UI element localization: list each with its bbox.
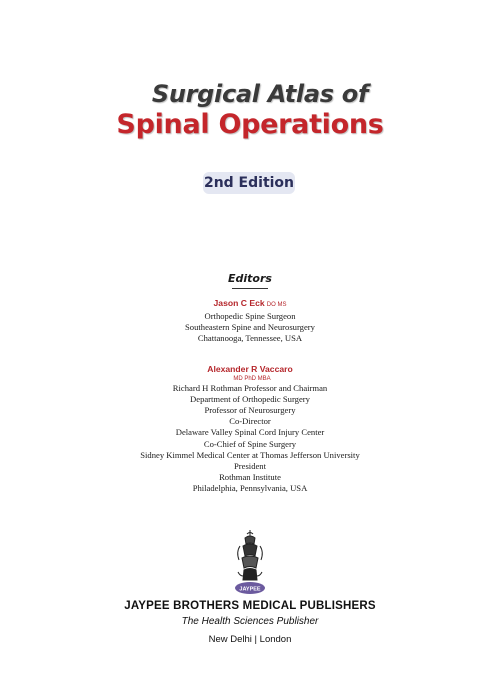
- editor-degrees: DO MS: [266, 302, 287, 308]
- editor-alexander-vaccaro: [0, 364, 500, 494]
- logo-label: JAYPEE: [239, 586, 261, 593]
- publisher-name: JAYPEE BROTHERS MEDICAL PUBLISHERS: [124, 600, 376, 612]
- book-title-line2: Spinal Operations: [116, 109, 384, 140]
- editor-name: Jason C Eck: [213, 298, 265, 308]
- publisher-cities: New Delhi | London: [208, 634, 292, 645]
- editor-affiliation: Professor of Neurosurgery: [204, 405, 296, 416]
- editor-affiliation: Philadelphia, Pennsylvania, USA: [192, 482, 308, 493]
- editor-affiliation: Co-Chief of Spine Surgery: [203, 438, 297, 449]
- edition-badge: 2nd Edition: [203, 172, 295, 194]
- editor-jason-eck: [0, 298, 500, 344]
- editors-underline: [232, 288, 268, 289]
- book-title-line1: Surgical Atlas of: [151, 80, 369, 108]
- editor-affiliation: Chattanooga, Tennessee, USA: [197, 333, 303, 344]
- publisher-tagline: The Health Sciences Publisher: [181, 616, 319, 627]
- editor-name: Alexander R Vaccaro: [207, 364, 293, 374]
- editor-affiliation: President: [234, 460, 266, 471]
- editor-affiliation: Richard H Rothman Professor and Chairman: [172, 383, 328, 394]
- editor-affiliation: Southeastern Spine and Neurosurgery: [185, 322, 315, 333]
- editor-degrees: MD PhD MBA: [233, 376, 271, 383]
- editor-name-line: [0, 298, 500, 311]
- editor-affiliation: Rothman Institute: [219, 471, 281, 482]
- editor-affiliation: Orthopedic Spine Surgeon: [204, 311, 296, 322]
- editor-affiliation: Sidney Kimmel Medical Center at Thomas Jefferson University: [140, 449, 360, 460]
- editor-affiliation: Department of Orthopedic Surgery: [190, 394, 310, 405]
- editors-heading: Editors: [228, 272, 272, 285]
- editor-affiliation: Co-Director: [229, 416, 271, 427]
- jaypee-logo-icon: [230, 528, 270, 596]
- editor-affiliation: Delaware Valley Spinal Cord Injury Center: [175, 427, 325, 438]
